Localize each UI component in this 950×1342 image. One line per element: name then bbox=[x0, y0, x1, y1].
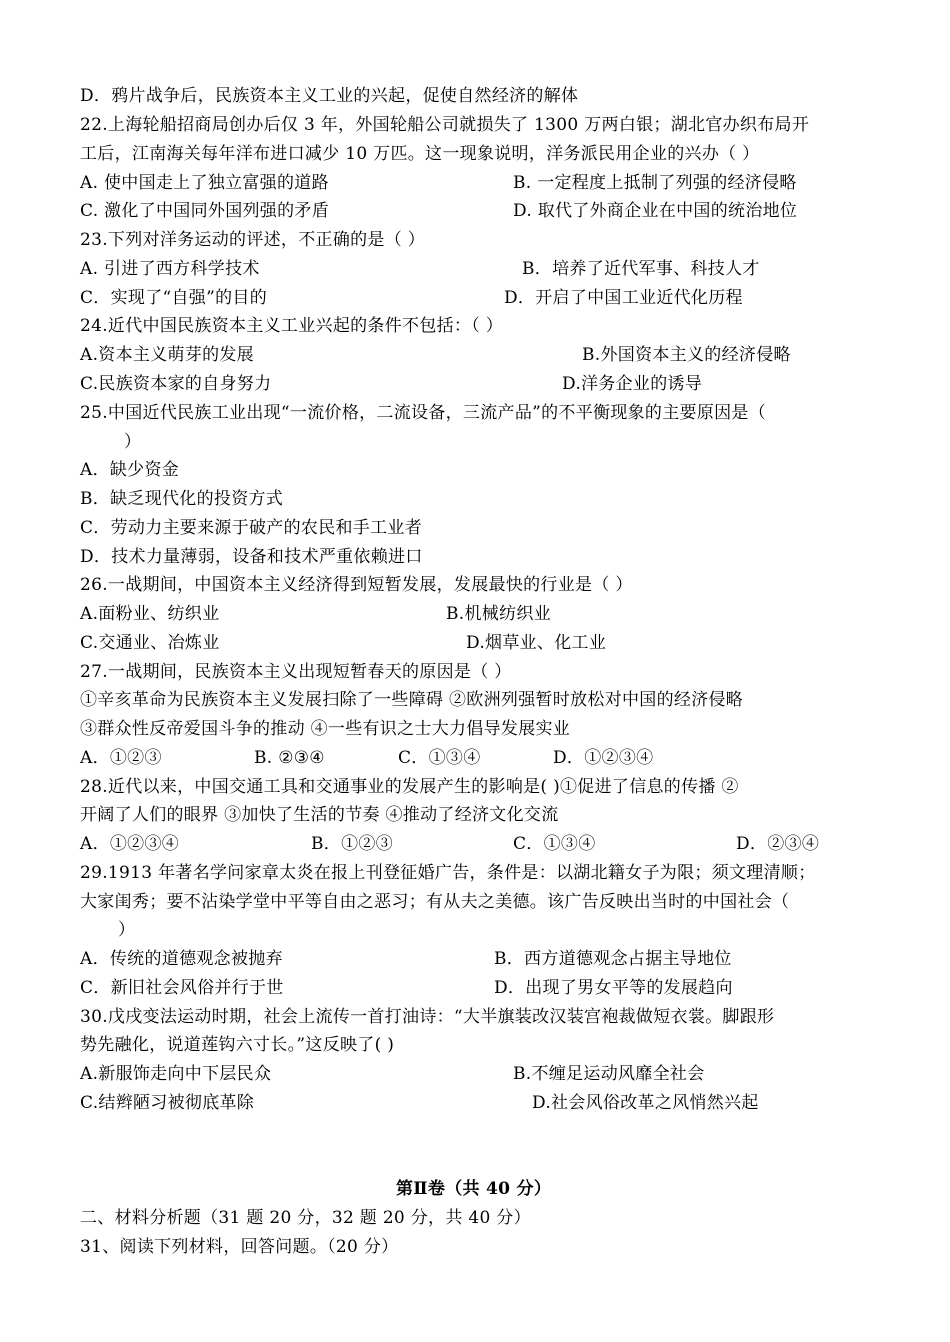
q28-stem-line1: 28.近代以来，中国交通工具和交通事业的发展产生的影响是( )①促进了信息的传播 ② bbox=[80, 777, 739, 797]
q24-option-c: C.民族资本家的自身努力 bbox=[80, 374, 272, 394]
q25-option-d: D．技术力量薄弱，设备和技术严重依赖进口 bbox=[80, 547, 423, 567]
q24-option-a: A.资本主义萌芽的发展 bbox=[80, 345, 254, 365]
q22-option-a: A. 使中国走上了独立富强的道路 bbox=[80, 173, 329, 193]
q27-stem: 27.一战期间，民族资本主义出现短暂春天的原因是（ ） bbox=[80, 662, 512, 682]
q23-option-a: A. 引进了西方科学技术 bbox=[80, 259, 260, 279]
q25-option-a: A．缺少资金 bbox=[80, 460, 180, 480]
q27-option-a: A．①②③ bbox=[80, 748, 162, 768]
q27-option-b: B. ②③④ bbox=[254, 748, 325, 768]
q31-stem: 31、阅读下列材料，回答问题。（20 分） bbox=[80, 1237, 399, 1257]
q21-option-d: D．鸦片战争后，民族资本主义工业的兴起，促使自然经济的解体 bbox=[80, 86, 579, 106]
q22-option-d: D. 取代了外商企业在中国的统治地位 bbox=[513, 201, 798, 221]
q29-stem-line1: 29.1913 年著名学问家章太炎在报上刊登征婚广告，条件是：以湖北籍女子为限；须文理清顺； bbox=[80, 863, 816, 883]
q25-stem-line1: 25.中国近代民族工业出现“一流价格，二流设备，三流产品”的不平衡现象的主要原因是（ bbox=[80, 403, 767, 423]
q29-option-a: A．传统的道德观念被抛弃 bbox=[80, 949, 283, 969]
q30-stem-line1: 30.戊戌变法运动时期，社会上流传一首打油诗：“大半旗装改汉装宫袍裁做短衣裳。脚跟形 bbox=[80, 1007, 775, 1027]
q27-statements-line2: ③群众性反帝爱国斗争的推动 ④一些有识之士大力倡导发展实业 bbox=[80, 719, 571, 739]
q22-stem-line2: 工后，江南海关每年洋布进口减少 10 万匹。这一现象说明，洋务派民用企业的兴办（ ） bbox=[80, 144, 760, 164]
q24-option-b: B.外国资本主义的经济侵略 bbox=[582, 345, 791, 365]
q29-option-d: D．出现了男女平等的发展趋向 bbox=[494, 978, 733, 998]
q25-option-c: C．劳动力主要来源于破产的农民和手工业者 bbox=[80, 518, 423, 538]
q28-option-a: A．①②③④ bbox=[80, 834, 180, 854]
q27-option-c: C．①③④ bbox=[398, 748, 481, 768]
q28-option-d: D．②③④ bbox=[736, 834, 820, 854]
q27-statements-line1: ①辛亥革命为民族资本主义发展扫除了一些障碍 ②欧洲列强暂时放松对中国的经济侵略 bbox=[80, 690, 744, 710]
q22-option-b: B. 一定程度上抵制了列强的经济侵略 bbox=[513, 173, 797, 193]
q24-stem: 24.近代中国民族资本主义工业兴起的条件不包括：（ ） bbox=[80, 316, 504, 336]
q26-option-b: B.机械纺织业 bbox=[446, 604, 551, 624]
q26-option-d: D.烟草业、化工业 bbox=[466, 633, 607, 653]
q25-stem-line2: ） bbox=[124, 432, 142, 452]
q24-option-d: D.洋务企业的诱导 bbox=[562, 374, 703, 394]
q25-option-b: B．缺乏现代化的投资方式 bbox=[80, 489, 284, 509]
q30-option-c: C.结辫陋习被彻底革除 bbox=[80, 1093, 255, 1113]
q23-option-d: D．开启了中国工业近代化历程 bbox=[504, 288, 743, 308]
q30-option-b: B.不缠足运动风靡全社会 bbox=[513, 1064, 705, 1084]
q23-option-c: C．实现了“自强”的目的 bbox=[80, 288, 267, 308]
q28-option-b: B．①②③ bbox=[311, 834, 393, 854]
q29-option-c: C．新旧社会风俗并行于世 bbox=[80, 978, 284, 998]
part2-title: 第Ⅱ卷（共 40 分） bbox=[396, 1179, 552, 1199]
q26-stem: 26.一战期间，中国资本主义经济得到短暂发展，发展最快的行业是（ ） bbox=[80, 575, 633, 595]
q26-option-a: A.面粉业、纺织业 bbox=[80, 604, 220, 624]
q26-option-c: C.交通业、冶炼业 bbox=[80, 633, 220, 653]
q28-stem-line2: 开阔了人们的眼界 ③加快了生活的节奏 ④推动了经济文化交流 bbox=[80, 805, 559, 825]
q29-stem-line3: ） bbox=[118, 920, 136, 940]
q30-option-a: A.新服饰走向中下层民众 bbox=[80, 1064, 272, 1084]
q29-stem-line2: 大家闺秀；要不沾染学堂中平等自由之恶习；有从夫之美德。该广告反映出当时的中国社会（ bbox=[80, 892, 790, 912]
q27-option-d: D．①②③④ bbox=[553, 748, 654, 768]
q28-option-c: C．①③④ bbox=[513, 834, 596, 854]
q30-option-d: D.社会风俗改革之风悄然兴起 bbox=[532, 1093, 759, 1113]
q23-option-b: B．培养了近代军事、科技人才 bbox=[522, 259, 760, 279]
q30-stem-line2: 势先融化，说道莲钩六寸长。”这反映了( ) bbox=[80, 1035, 395, 1055]
q23-stem: 23.下列对洋务运动的评述，不正确的是（ ） bbox=[80, 230, 426, 250]
q22-stem-line1: 22.上海轮船招商局创办后仅 3 年，外国轮船公司就损失了 1300 万两白银；湖北官办织布局开 bbox=[80, 115, 810, 135]
q29-option-b: B．西方道德观念占据主导地位 bbox=[494, 949, 732, 969]
part2-section-heading: 二、材料分析题（31 题 20 分，32 题 20 分，共 40 分） bbox=[80, 1208, 531, 1228]
q22-option-c: C. 激化了中国同外国列强的矛盾 bbox=[80, 201, 330, 221]
